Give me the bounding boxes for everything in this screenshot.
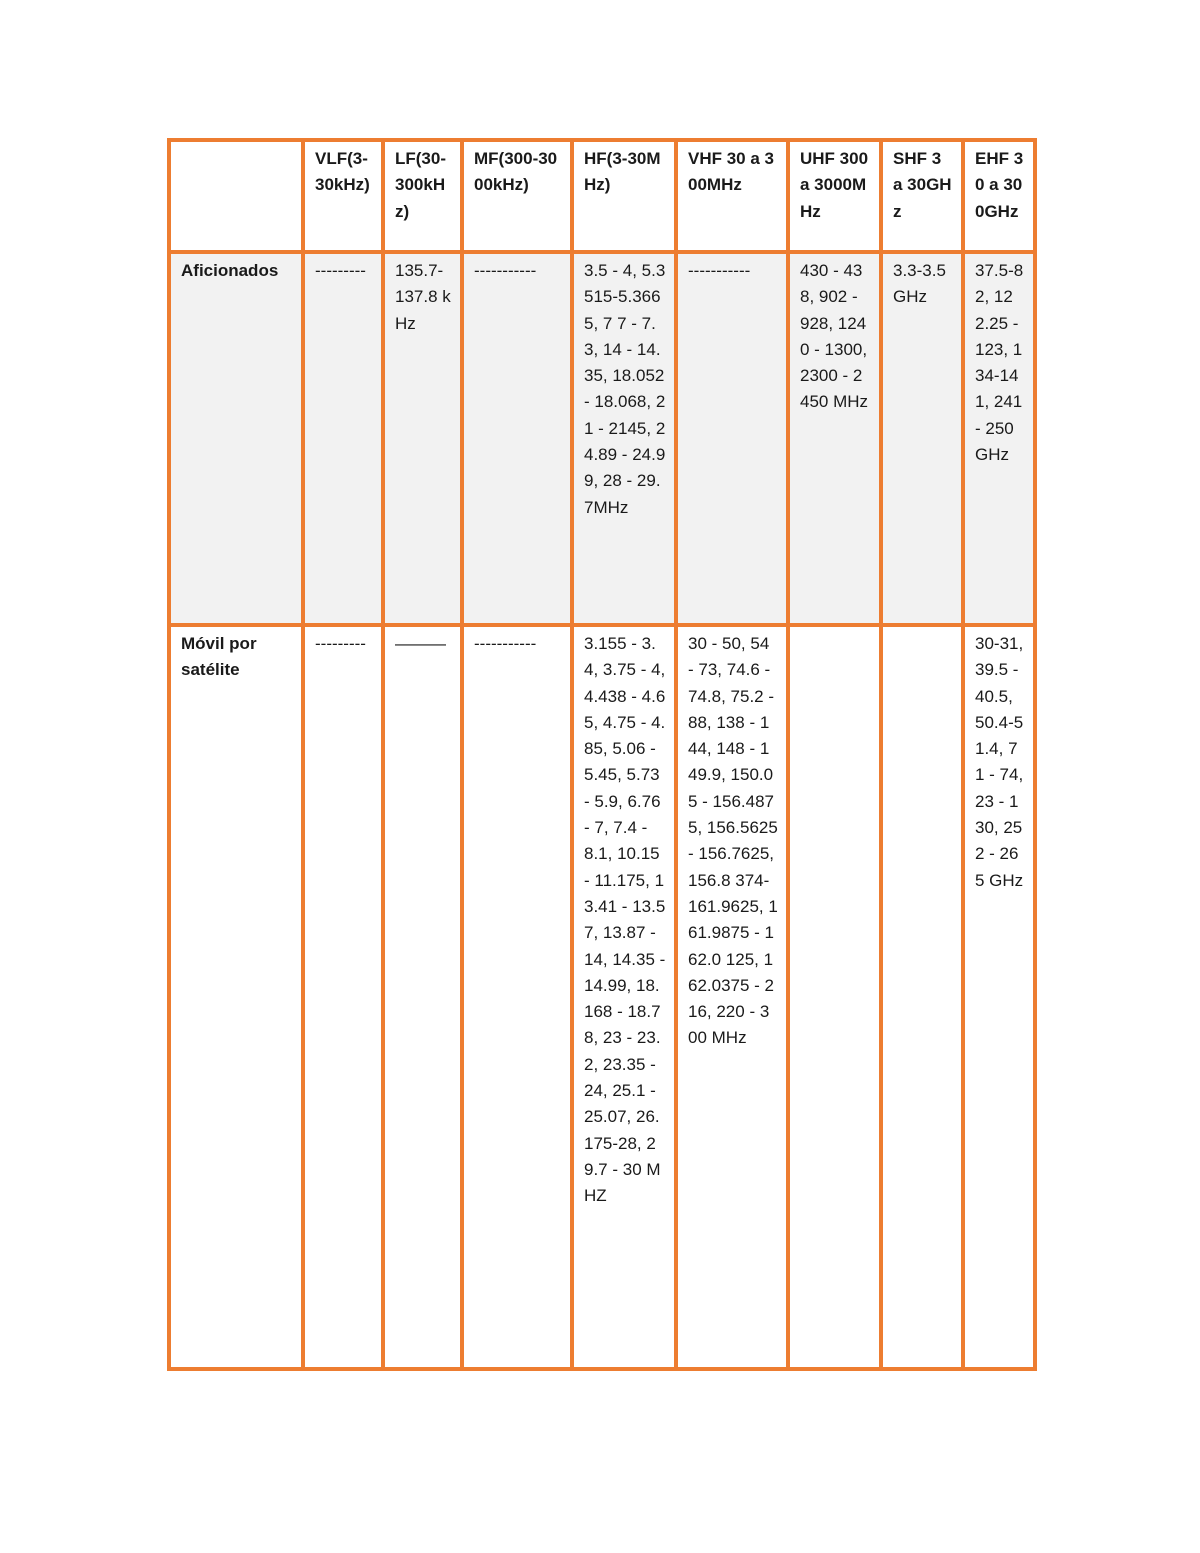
header-cell-lf: LF(30-300kHz) bbox=[383, 140, 462, 252]
header-row bbox=[169, 140, 1035, 252]
cell-ehf: 37.5-82, 122.25 - 123, 134-141, 241 - 250 GHz bbox=[963, 252, 1035, 625]
cell-vhf: ----------- bbox=[676, 252, 788, 625]
frequency-bands-table bbox=[167, 138, 1037, 1371]
cell-hf: 3.155 - 3.4, 3.75 - 4, 4.438 - 4.65, 4.75 - 4.85, 5.06 - 5.45, 5.73 - 5.9, 6.76 - 7, 7.4 - 8.1, 10.15 - 11.175, 13.41 - 13.57, 13.87 - 14, 14.35 - 14.99, 18. 168 - 18.78, 23 - 23.2, 23.35 - 24, 25.1 - 25.07, 26.175-28, 29.7 - 30 MHZ bbox=[572, 625, 676, 1369]
header-cell-ehf: EHF 30 a 300GHz bbox=[963, 140, 1035, 252]
header-cell-hf: HF(3-30MHz) bbox=[572, 140, 676, 252]
cell-mf: ----------- bbox=[462, 625, 572, 1369]
cell-lf: 135.7-137.8 kHz bbox=[383, 252, 462, 625]
row-label-aficionados: Aficionados bbox=[169, 252, 303, 625]
header-cell-mf: MF(300-3000kHz) bbox=[462, 140, 572, 252]
header-cell-vlf: VLF(3-30kHz) bbox=[303, 140, 383, 252]
cell-shf bbox=[881, 625, 963, 1369]
header-cell-empty bbox=[169, 140, 303, 252]
header-cell-shf: SHF 3 a 30GHz bbox=[881, 140, 963, 252]
cell-uhf: 430 - 438, 902 - 928, 1240 - 1300, 2300 - 2450 MHz bbox=[788, 252, 881, 625]
cell-mf: ----------- bbox=[462, 252, 572, 625]
cell-hf: 3.5 - 4, 5.3515-5.3665, 7 7 - 7.3, 14 - 14.35, 18.052 - 18.068, 21 - 2145, 24.89 - 24.99, 28 - 29.7MHz bbox=[572, 252, 676, 625]
header-cell-uhf: UHF 300 a 3000MHz bbox=[788, 140, 881, 252]
cell-vlf: --------- bbox=[303, 625, 383, 1369]
table-row-movil-por-satelite bbox=[169, 625, 1035, 1369]
cell-uhf bbox=[788, 625, 881, 1369]
header-cell-vhf: VHF 30 a 300MHz bbox=[676, 140, 788, 252]
cell-ehf: 30-31, 39.5 - 40.5, 50.4-51.4, 71 - 74, 23 - 130, 252 - 265 GHz bbox=[963, 625, 1035, 1369]
cell-vlf: --------- bbox=[303, 252, 383, 625]
table-row-aficionados bbox=[169, 252, 1035, 625]
cell-vhf: 30 - 50, 54 - 73, 74.6 - 74.8, 75.2 - 88, 138 - 144, 148 - 149.9, 150.05 - 156.4875, 156.5625 - 156.7625, 156.8 374-161.9625, 161.9875 - 162.0 125, 162.0375 - 216, 220 - 300 MHz bbox=[676, 625, 788, 1369]
cell-shf: 3.3-3.5GHz bbox=[881, 252, 963, 625]
row-label-movil-por-satelite: Móvil por satélite bbox=[169, 625, 303, 1369]
cell-lf: ——— bbox=[383, 625, 462, 1369]
